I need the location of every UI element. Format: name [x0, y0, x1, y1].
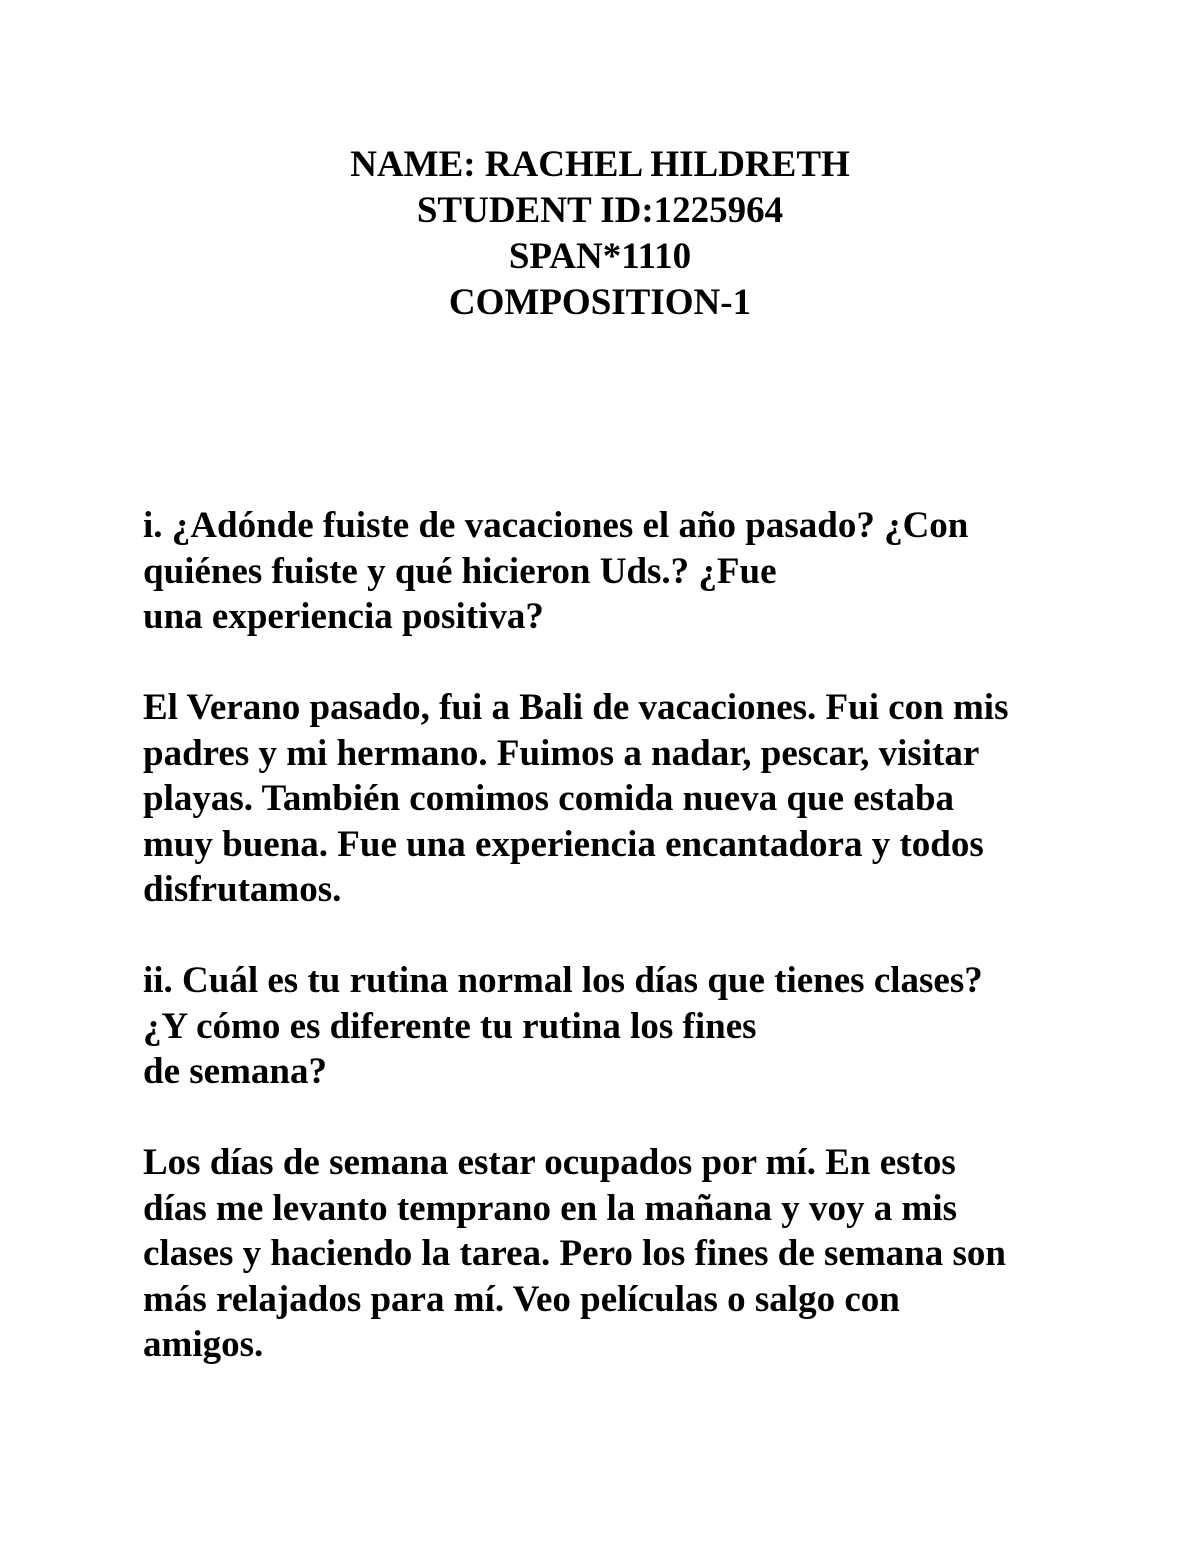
document-body: [143, 503, 1143, 1368]
answer-1-line: padres y mi hermano. Fuimos a nadar, pescar, visitar: [143, 732, 980, 774]
student-name: NAME: RACHEL HILDRETH: [350, 144, 850, 185]
student-id: STUDENT ID:1225964: [416, 190, 784, 231]
answer-1: [143, 685, 1143, 913]
question-2-line: ii. Cuál es tu rutina normal los días que tienes clases?: [143, 960, 983, 1001]
answer-1-line: El Verano pasado, fui a Bali de vacaciones. Fui con mis: [143, 687, 1009, 728]
answer-2-line: días me levanto temprano en la mañana y voy a mis: [143, 1187, 957, 1229]
answer-2-line: amigos.: [143, 1324, 264, 1365]
question-2-line: ¿Y cómo es diferente tu rutina los fines: [143, 1005, 757, 1047]
answer-1-line: playas. También comimos comida nueva que estaba: [143, 778, 955, 819]
question-2-line: de semana?: [143, 1051, 327, 1092]
document-title: COMPOSITION-1: [448, 282, 752, 323]
answer-1-line: disfrutamos.: [143, 869, 342, 910]
answer-2-line: más relajados para mí. Veo películas o salgo con: [143, 1278, 900, 1320]
question-1-line: i. ¿Adónde fuiste de vacaciones el año pasado? ¿Con: [143, 505, 969, 546]
course-code: SPAN*1110: [508, 236, 692, 277]
answer-2-line: clases y haciendo la tarea. Pero los fines de semana son: [143, 1233, 1006, 1274]
question-2: [143, 958, 1143, 1095]
answer-1-line: muy buena. Fue una experiencia encantadora y todos: [143, 823, 984, 865]
answer-2: [143, 1140, 1143, 1368]
question-1-line: una experiencia positiva?: [143, 596, 544, 637]
paragraph-gap: [143, 1095, 1143, 1141]
answer-2-line: Los días de semana estar ocupados por mí. En estos: [143, 1142, 956, 1183]
question-1: [143, 503, 1143, 640]
document-header: [0, 142, 1200, 326]
paragraph-gap: [143, 913, 1143, 959]
question-1-line: quiénes fuiste y qué hicieron Uds.? ¿Fue: [143, 550, 777, 592]
paragraph-gap: [143, 640, 1143, 686]
